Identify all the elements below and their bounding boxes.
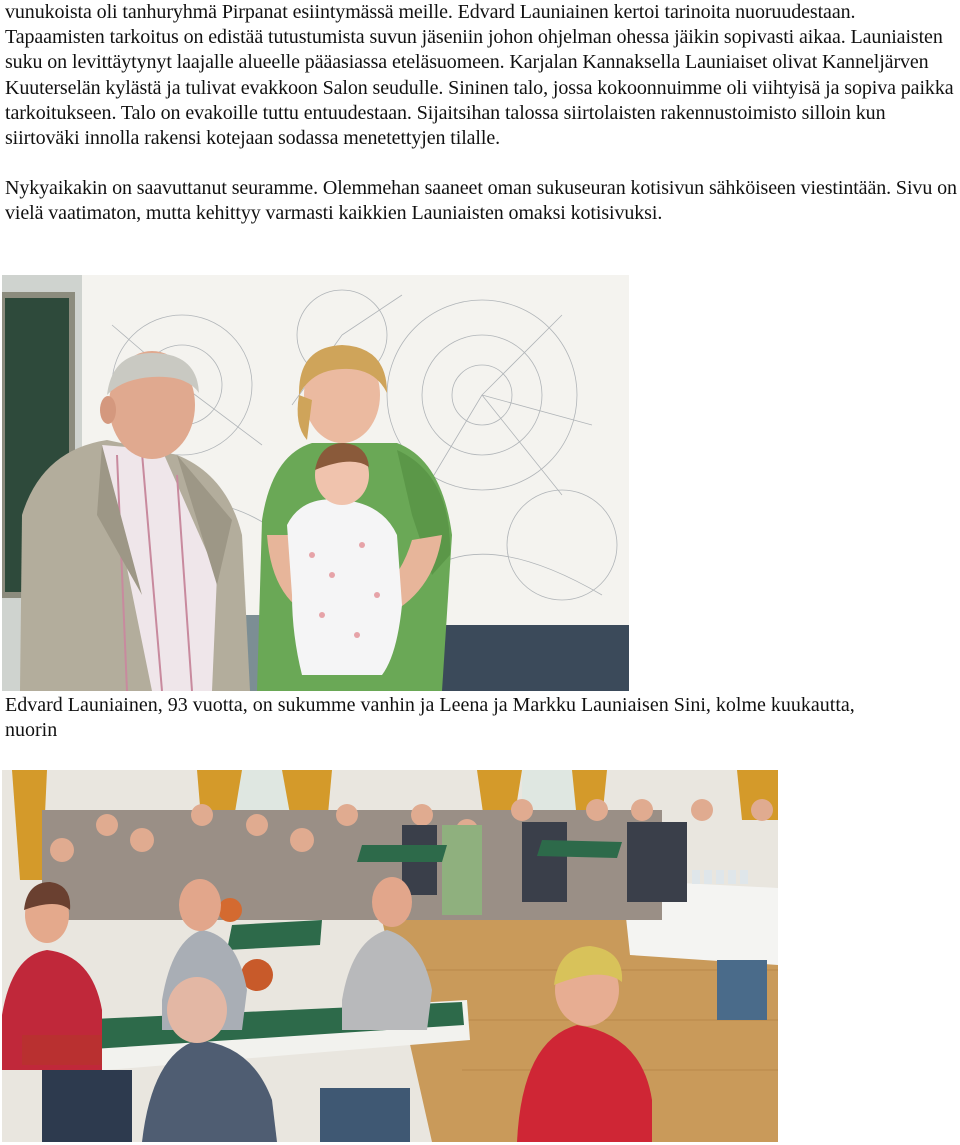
paragraph-1: vunukoista oli tanhuryhmä Pirpanat esiintymässä meille. Edvard Launiainen kertoi tarinoita nuoruudestaan. Tapaamisten tarkoitus on edistää tutustumista suvun jäseniin johon ohjelman ohessa jäikin sopivasti aikaa. Launiaisten suku on levittäytynyt laajalle alueelle pääasiassa eteläsuomeen. Karjalan Kannaksella Launiaiset olivat Kanneljärven Kuuterselän kylästä ja tulivat evakkoon Salon seudulle. Sininen talo, jossa kokoonnuimme oli viihtyisä ja sopiva paikka tarkoitukseen. Talo on evakoille tuttu entuudestaan. Sijaitsihan talossa siirtolaisten rakennustoimisto silloin kun siirtoväki innolla rakensi kotejaan sodassa menetettyjen tilalle. bbox=[5, 1, 954, 150]
photo-caption: Edvard Launiainen, 93 vuotta, on sukumme vanhin ja Leena ja Markku Launiaisen Sini, kolme kuukautta, nuorin bbox=[5, 694, 855, 742]
family-portrait-photo bbox=[2, 275, 629, 691]
document-page bbox=[5, 0, 957, 227]
meeting-hall-photo bbox=[2, 770, 778, 1142]
paragraph-2: Nykyaikakin on saavuttanut seuramme. Olemmehan saaneet oman sukuseuran kotisivun sähköiseen viestintään. Sivu on vielä vaatimaton, mutta kehittyy varmasti kaikkien Launiaisten omaksi kotisivuksi. bbox=[5, 177, 957, 225]
